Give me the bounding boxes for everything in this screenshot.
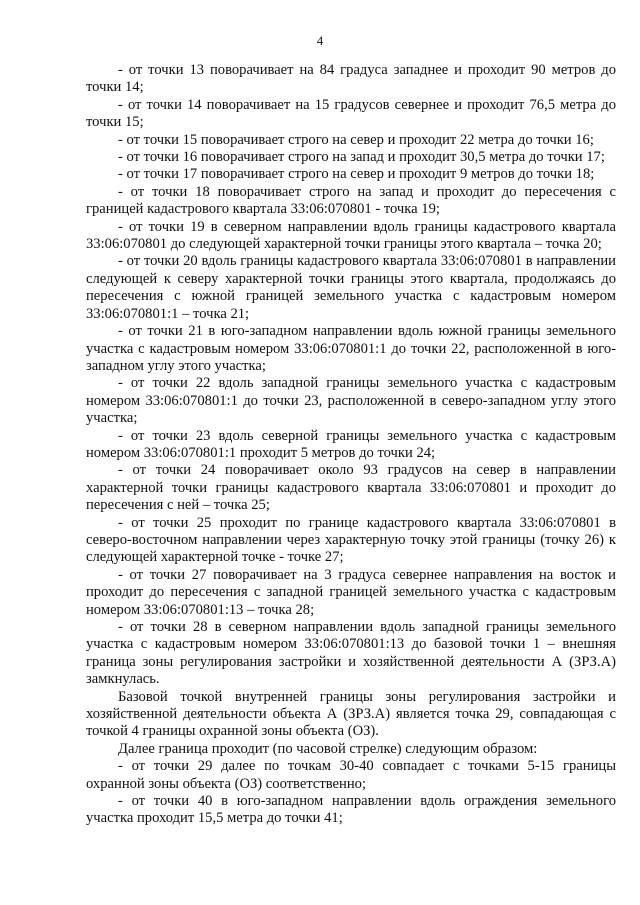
paragraph: - от точки 22 вдоль западной границы земельного участка с кадастровым номером 33:06:070801:1 до точки 23, расположенной в северо-западном углу этого участка; bbox=[86, 375, 616, 427]
paragraph: - от точки 40 в юго-западном направлении вдоль ограждения земельного участка проходит 15,5 метра до точки 41; bbox=[86, 793, 616, 827]
paragraph: Далее граница проходит (по часовой стрелке) следующим образом: bbox=[118, 740, 538, 757]
paragraph: - от точки 15 поворачивает строго на север и проходит 22 метра до точки 16; bbox=[118, 131, 594, 148]
paragraph: - от точки 14 поворачивает на 15 градусов севернее и проходит 76,5 метра до точки 15; bbox=[86, 96, 616, 131]
paragraph: - от точки 23 вдоль северной границы земельного участка с кадастровым номером 33:06:070801:1 проходит 5 метров до точки 24; bbox=[86, 427, 616, 461]
paragraph: - от точки 28 в северном направлении вдоль западной границы земельного участка с кадастровым номером 33:06:070801:13 до базовой точки 1 – внешняя граница зоны регулирования застройки и хозяйственной деятельности А (ЗРЗ.А) замкнулась. bbox=[86, 619, 616, 688]
document-body bbox=[86, 62, 616, 828]
paragraph: - от точки 20 вдоль границы кадастрового квартала 33:06:070801 в направлении следующей к северу характерной точки границы этого квартала, продолжаясь до пересечения с южной границей земельного участка с кадастровым номером 33:06:070801:1 – точка 21; bbox=[86, 253, 616, 322]
paragraph: - от точки 21 в юго-западном направлении вдоль южной границы земельного участка с кадастровым номером 33:06:070801:1 до точки 22, расположенной в юго-западном углу этого участка; bbox=[86, 323, 616, 374]
page-number: 4 bbox=[316, 33, 324, 48]
paragraph: - от точки 17 поворачивает строго на север и проходит 9 метров до точки 18; bbox=[118, 166, 595, 183]
paragraph: Базовой точкой внутренней границы зоны регулирования застройки и хозяйственной деятельности объекта А (ЗРЗ.А) является точка 29, совпадающая с точкой 4 границы охранной зоны объекта (ОЗ). bbox=[86, 688, 616, 740]
paragraph: - от точки 27 поворачивает на 3 градуса севернее направления на восток и проходит до пересечения с западной границей земельного участка с кадастровым номером 33:06:070801:13 – точка 28; bbox=[86, 566, 616, 618]
paragraph: - от точки 13 поворачивает на 84 градуса западнее и проходит 90 метров до точки 14; bbox=[86, 62, 616, 96]
paragraph: - от точки 18 поворачивает строго на запад и проходит до пересечения с границей кадастрового квартала 33:06:070801 - точка 19; bbox=[86, 183, 616, 218]
paragraph: - от точки 24 поворачивает около 93 градусов на север в направлении характерной точки границы кадастрового квартала 33:06:070801 и проходит до пересечения с ней – точка 25; bbox=[86, 462, 616, 514]
paragraph: - от точки 29 далее по точкам 30-40 совпадает с точками 5-15 границы охранной зоны объекта (ОЗ) соответственно; bbox=[86, 758, 616, 792]
paragraph: - от точки 25 проходит по границе кадастрового квартала 33:06:070801 в северо-восточном направлении через характерную точку этой границы (точку 26) к следующей характерной точке - точке 27; bbox=[86, 514, 616, 566]
paragraph: - от точки 19 в северном направлении вдоль границы кадастрового квартала 33:06:070801 до следующей характерной точки границы этого квартала – точка 20; bbox=[86, 218, 616, 253]
paragraph: - от точки 16 поворачивает строго на запад и проходит 30,5 метра до точки 17; bbox=[118, 149, 605, 166]
